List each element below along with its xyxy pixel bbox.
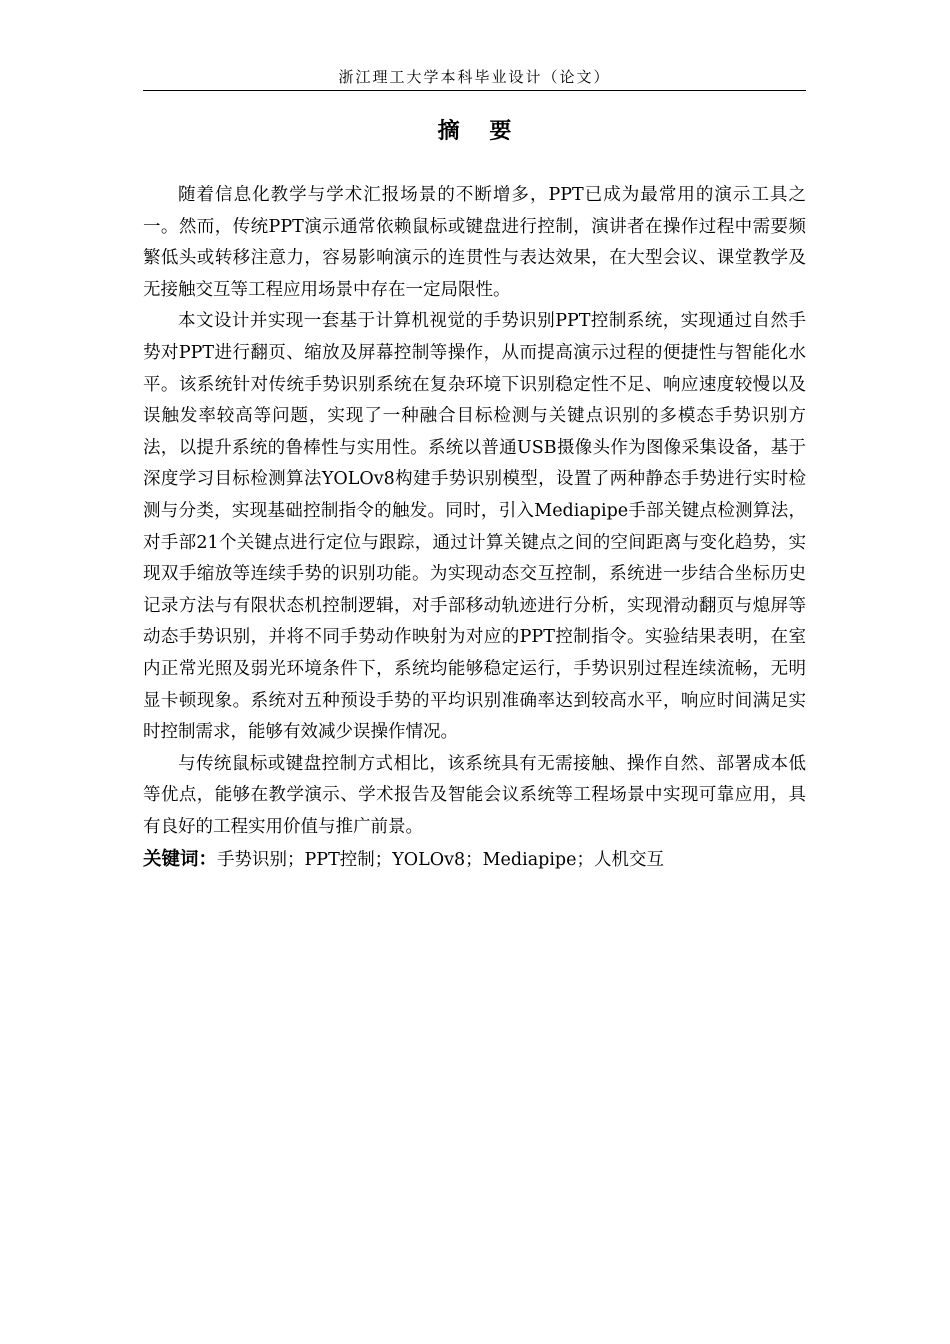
keywords-line bbox=[143, 843, 806, 877]
abstract-body bbox=[143, 180, 806, 877]
keywords-label: 关键词： bbox=[143, 849, 218, 871]
abstract-paragraph-1: 随着信息化教学与学术汇报场景的不断增多，PPT已成为最常用的演示工具之一。然而，传统PPT演示通常依赖鼠标或键盘进行控制，演讲者在操作过程中需要频繁低头或转移注意力，容易影响演示的连贯性与表达效果，在大型会议、课堂教学及无接触交互等工程应用场景中存在一定局限性。 bbox=[143, 185, 806, 300]
keywords-text: 手势识别；PPT控制；YOLOv8；Mediapipe；人机交互 bbox=[217, 850, 664, 871]
abstract-title: 摘 要 bbox=[437, 119, 512, 144]
abstract-paragraph-2: 本文设计并实现一套基于计算机视觉的手势识别PPT控制系统，实现通过自然手势对PPT进行翻页、缩放及屏幕控制等操作，从而提高演示过程的便捷性与智能化水平。该系统针对传统手势识别系统在复杂环境下识别稳定性不足、响应速度较慢以及误触发率较高等问题，实现了一种融合目标检测与关键点识别的多模态手势识别方法，以提升系统的鲁棒性与实用性。系统以普通USB摄像头作为图像采集设备，基于深度学习目标检测算法YOLOv8构建手势识别模型，设置了两种静态手势进行实时检测与分类，实现基础控制指令的触发。同时，引入Mediapipe手部关键点检测算法，对手部21个关键点进行定位与跟踪，通过计算关键点之间的空间距离与变化趋势，实现双手缩放等连续手势的识别功能。为实现动态交互控制，系统进一步结合坐标历史记录方法与有限状态机控制逻辑，对手部移动轨迹进行分析，实现滑动翻页与熄屏等动态手势识别，并将不同手势动作映射为对应的PPT控制指令。实验结果表明，在室内正常光照及弱光环境条件下，系统均能够稳定运行，手势识别过程连续流畅，无明显卡顿现象。系统对五种预设手势的平均识别准确率达到较高水平，响应时间满足实时控制需求，能够有效减少误操作情况。 bbox=[143, 311, 806, 743]
running-title: 浙江理工大学本科毕业设计（论文） bbox=[338, 68, 611, 86]
abstract-paragraph-3: 与传统鼠标或键盘控制方式相比，该系统具有无需接触、操作自然、部署成本低等优点，能够在教学演示、学术报告及智能会议系统等工程场景中实现可靠应用，具有良好的工程实用价值与推广前景。 bbox=[143, 753, 806, 837]
page-header bbox=[143, 62, 806, 91]
